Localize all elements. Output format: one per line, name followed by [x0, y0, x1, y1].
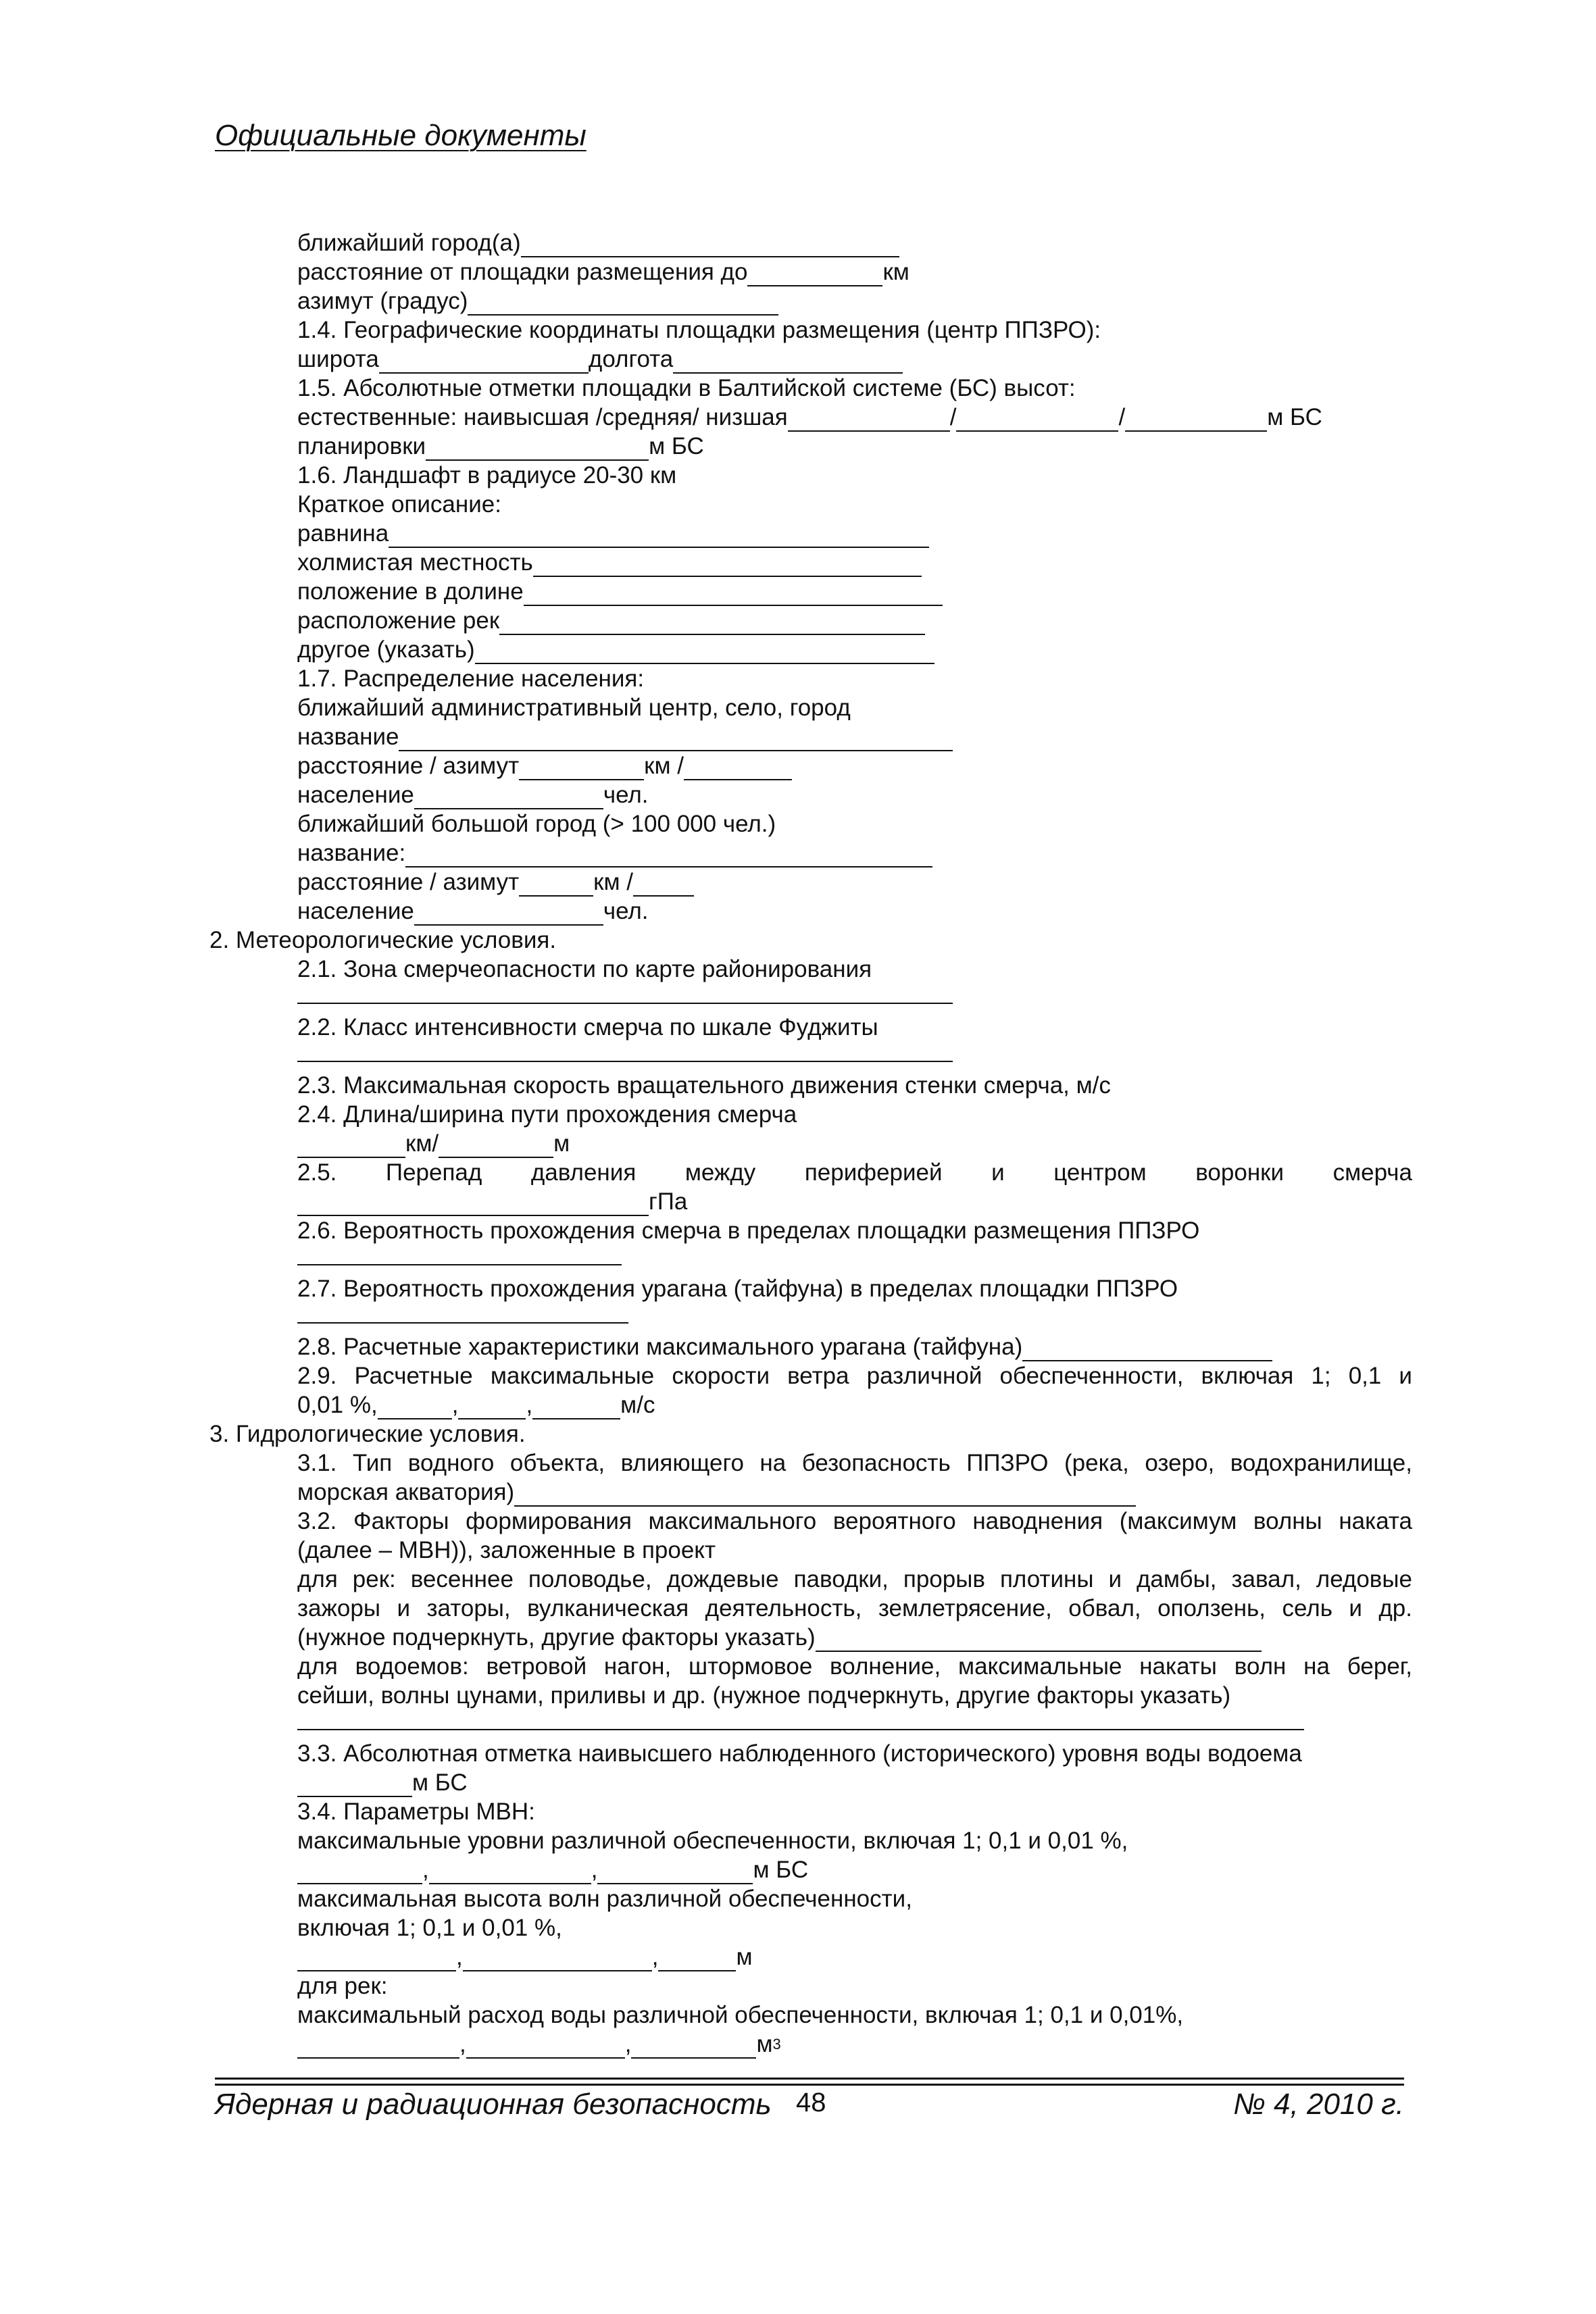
- form-line: 3.2. Факторы формирования максимального вероятного наводнения (максимум волны наката: [297, 1508, 1412, 1534]
- form-body: [209, 228, 1412, 2059]
- form-line: [209, 1245, 1412, 1274]
- form-line: [209, 1042, 1412, 1071]
- form-line: [209, 1710, 1412, 1739]
- form-line: 2.3. Максимальная скорость вращательного движения стенки смерча, м/с: [297, 1072, 1111, 1099]
- form-line: планировки м БС: [297, 433, 704, 459]
- form-line: 2.5. Перепад давления между периферией и центром воронки смерча: [297, 1159, 1412, 1186]
- form-line: зажоры и заторы, вулканическая деятельность, землетрясение, обвал, оползень, сель и др.: [297, 1595, 1412, 1621]
- section-heading: 3. Гидрологические условия.: [209, 1421, 526, 1447]
- page-footer: [215, 2088, 1404, 2128]
- form-line: широта долгота: [209, 345, 1412, 374]
- form-line: 2.1. Зона смерчеопасности по карте районирования: [297, 956, 872, 982]
- form-line: ближайший административный центр, село, город: [297, 695, 851, 721]
- form-line: ближайший большой город (> 100 000 чел.): [297, 811, 776, 837]
- form-line: население чел.: [297, 782, 649, 808]
- form-line: равнина: [209, 519, 1412, 548]
- form-line: 3.1. Тип водного объекта, влияющего на безопасность ППЗРО (река, озеро, водохранилище,: [297, 1450, 1412, 1476]
- form-line: (нужное подчеркнуть, другие факторы указать): [209, 1623, 1412, 1652]
- form-line: 3.3. Абсолютная отметка наивысшего наблюденного (исторического) уровня воды водоема: [297, 1740, 1302, 1767]
- form-line: 2.6. Вероятность прохождения смерча в пределах площадки размещения ППЗРО: [297, 1217, 1200, 1244]
- form-line: естественные: наивысшая /средняя/ низшая / / м БС: [297, 404, 1322, 430]
- page-number: 48: [796, 2088, 826, 2117]
- form-line: население чел.: [297, 898, 649, 924]
- form-line: (далее – МВН)), заложенные в проект: [297, 1537, 716, 1563]
- form-line: 1.7. Распределение населения:: [297, 665, 645, 692]
- form-line: расстояние / азимут км /: [209, 867, 1412, 897]
- form-line: для водоемов: ветровой нагон, штормовое волнение, максимальные накаты волн на берег,: [297, 1653, 1412, 1680]
- form-line: расстояние / азимут км /: [209, 751, 1412, 780]
- form-line: [209, 984, 1412, 1013]
- form-line: название: [209, 722, 1412, 751]
- form-line: 2.9. Расчетные максимальные скорости ветра различной обеспеченности, включая 1; 0,1 и: [297, 1363, 1412, 1389]
- section-heading: 2. Метеорологические условия.: [209, 927, 557, 953]
- form-line: для рек:: [297, 1973, 388, 1999]
- form-line: 1.5. Абсолютные отметки площадки в Балтийской системе (БС) высот:: [297, 375, 1076, 401]
- form-line: [209, 1303, 1412, 1332]
- form-line: азимут (градус): [209, 286, 1412, 316]
- form-line: расстояние от площадки размещения до км: [297, 259, 909, 285]
- form-line: гПа: [209, 1187, 1412, 1216]
- form-line: другое (указать): [209, 635, 1412, 664]
- form-line: 0,01 %, , , м/с: [297, 1392, 655, 1418]
- form-line: включая 1; 0,1 и 0,01 %,: [297, 1915, 562, 1941]
- form-line: максимальные уровни различной обеспеченности, включая 1; 0,1 и 0,01 %,: [297, 1828, 1128, 1854]
- form-line: для рек: весеннее половодье, дождевые паводки, прорыв плотины и дамбы, завал, ледовые: [297, 1566, 1412, 1592]
- form-line: , , м: [209, 1942, 1412, 1971]
- form-line: максимальный расход воды различной обеспеченности, включая 1; 0,1 и 0,01%,: [297, 2002, 1184, 2028]
- form-line: 3.4. Параметры МВН:: [297, 1799, 535, 1825]
- form-line: 2.7. Вероятность прохождения урагана (тайфуна) в пределах площадки ППЗРО: [297, 1276, 1178, 1302]
- form-line: ближайший город(а): [209, 228, 1412, 257]
- form-line: , , м БС: [209, 1855, 1412, 1884]
- form-line: м БС: [209, 1768, 1412, 1797]
- issue-number: № 4, 2010 г.: [1233, 2088, 1404, 2121]
- form-line: , , м 3: [209, 2030, 1412, 2059]
- journal-name: Ядерная и радиационная безопасность: [215, 2088, 772, 2121]
- form-line: морская акватория): [209, 1478, 1412, 1507]
- form-line: 2.4. Длина/ширина пути прохождения смерча: [297, 1101, 797, 1128]
- form-line: положение в долине: [209, 577, 1412, 606]
- form-line: максимальная высота волн различной обеспеченности,: [297, 1886, 912, 1912]
- form-line: 1.4. Географические координаты площадки размещения (центр ППЗРО):: [297, 317, 1101, 343]
- form-line: расположение рек: [209, 606, 1412, 635]
- form-line: сейши, волны цунами, приливы и др. (нужное подчеркнуть, другие факторы указать): [297, 1682, 1231, 1709]
- page-header: Официальные документы: [215, 119, 587, 152]
- form-line: 2.2. Класс интенсивности смерча по шкале Фуджиты: [297, 1014, 878, 1040]
- form-line: название:: [209, 838, 1412, 867]
- form-line: 1.6. Ландшафт в радиусе 20-30 км: [297, 462, 677, 488]
- form-line: холмистая местность: [209, 548, 1412, 577]
- form-line: 2.8. Расчетные характеристики максимального урагана (тайфуна): [209, 1332, 1412, 1361]
- form-line: Краткое описание:: [297, 491, 501, 518]
- form-line: км/ м: [209, 1129, 1412, 1158]
